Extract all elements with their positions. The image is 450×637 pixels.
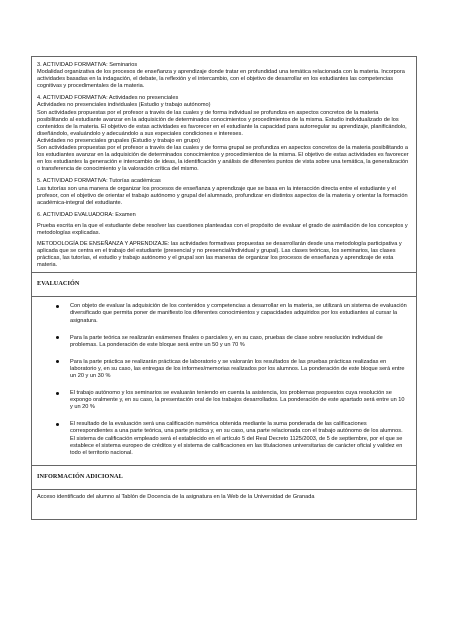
bullet-icon — [56, 336, 59, 339]
list-item-text: Con objeto de evaluar la adquisición de los contenidos y competencias a desarrollar en la materia, se utilizará un sistema de evaluación diversificado que permita poner de manifiesto los diferentes conocimientos y capacidades adquiridos por los estudiantes al cursar la asignatura. — [70, 303, 407, 324]
activity-block — [37, 95, 411, 173]
syllabus-frame — [31, 56, 417, 520]
list-item — [56, 335, 408, 349]
activity-title: 4. ACTIVIDAD FORMATIVA: Actividades no presenciales — [37, 95, 179, 102]
methodology-paragraph: METODOLOGÍA DE ENSEÑANZA Y APRENDIZAJE: las actividades formativas propuestas se desarrollarán desde una metodología participativa y aplicada que se centra en el trabajo del estudiante (presencial y no presencial/individual y grupal). Las clases teóricas, los seminarios, las clases prácticas, las tutorías, el estudio y trabajo autónomo y el grupal son las maneras de organizar los procesos de enseñanza y aprendizaje de esta materia. — [37, 241, 402, 269]
additional-info-heading: INFORMACIÓN ADICIONAL — [37, 472, 123, 480]
list-item — [56, 421, 408, 456]
activity-block — [37, 62, 411, 90]
activity-title: 3. ACTIVIDAD FORMATIVA: Seminarios — [37, 62, 138, 68]
bullet-icon — [56, 423, 59, 426]
evaluation-list — [32, 297, 416, 465]
activity-subtitle: Actividades no presenciales individuales (Estudio y trabajo autónomo) — [37, 102, 211, 109]
list-item — [56, 359, 408, 380]
activity-paragraph: Prueba escrita en la que el estudiante debe resolver las cuestiones planteadas con el propósito de evaluar el grado de asimilación de los conceptos y metodologías explicadas. — [37, 222, 408, 236]
activity-title: 6. ACTIVIDAD EVALUADORA: Examen — [37, 211, 136, 218]
bullet-icon — [56, 305, 59, 308]
bullet-icon — [56, 392, 59, 395]
list-item-text: Para la parte práctica se realizarán prácticas de laboratorio y se valorarán los resultados de las pruebas prácticas realizadas en laboratorio y, en su caso, las entregas de los informes/memorias realizados por los alumnos. La ponderación de este bloque será entre un 20 y un 30 % — [70, 358, 405, 379]
list-item — [56, 390, 408, 411]
activity-block — [37, 178, 411, 206]
activity-paragraph: Son actividades propuestas por el profesor a través de las cuales y de forma individual se profundiza en aspectos concretos de la materia posibilitando al estudiante avanzar en la adquisición de determinados conocimientos y procedimientos de la misma. Estudio individualizado de los contenidos de la materia. El objetivo de estas actividades es favorecer en el estudiante la capacidad para autorregular su aprendizaje, planificándolo, diseñándolo, evaluándolo y adecuándolo a sus especiales condiciones e intereses. — [37, 109, 407, 137]
activity-block — [37, 212, 411, 270]
activities-section — [32, 57, 416, 272]
list-item-text: El resultado de la evaluación será una calificación numérica obtenida mediante la suma ponderada de las calificaciones correspondientes a una parte teórica, una parte práctica y, en su caso, una parte relacionada con el trabajo autónomo de los alumnos. El sistema de calificación empleado será el establecido en el artículo 5 del Real Decreto 1125/2003, de 5 de septiembre, por el que se establece el sistema europeo de créditos y el sistema de calificaciones en las titulaciones universitarias de carácter oficial y validez en todo el territorio nacional. — [70, 421, 403, 456]
activity-paragraph: Son actividades propuestas por el profesor a través de las cuales y de forma grupal se profundiza en aspectos concretos de la materia posibilitando a los estudiantes avanzar en la adquisición de determinados conocimientos y procedimientos de la misma. El objetivo de estas actividades es favorecer en los estudiantes la generación e intercambio de ideas, la identificación y análisis de diferentes puntos de vista sobre una temática, la generalización o transferencia de conocimiento y la valoración crítica del mismo. — [37, 145, 409, 173]
activity-paragraph: Las tutorías son una manera de organizar los procesos de enseñanza y aprendizaje que se basa en la interacción directa entre el estudiante y el profesor, con el objetivo de orientar el trabajo autónomo y grupal del alumnado, profundizar en distintos aspectos de la materia y orientar la formación académica-integral del estudiante. — [37, 185, 408, 206]
evaluation-heading: EVALUACIÓN — [37, 280, 80, 288]
activity-title: 5. ACTIVIDAD FORMATIVA: Tutorías académicas — [37, 178, 161, 185]
additional-info-text: Acceso identificado del alumno al Tablón de Docencia de la asignatura en la Web de la Universidad de Granada — [37, 493, 315, 500]
activity-subtitle: Actividades no presenciales grupales (Estudio y trabajo en grupo) — [37, 137, 200, 144]
list-item-text: El trabajo autónomo y los seminarios se evaluarán teniendo en cuenta la asistencia, los problemas propuestos cuya resolución se expongo oralmente y, en su caso, la presentación oral de los trabajos desarrollados. La ponderación de este apartado será entre un 10 y un 20 % — [70, 390, 405, 411]
list-item-text: Para la parte teórica se realizarán exámenes finales o parciales y, en su caso, pruebas de clase sobre resolución individual de problemas. La ponderación de este bloque será entre un 50 y un 70 % — [70, 334, 383, 348]
bullet-icon — [56, 360, 59, 363]
activity-paragraph: Modalidad organizativa de los procesos de enseñanza y aprendizaje donde tratar en profundidad una temática relacionada con la materia. Incorpora actividades basadas en la indagación, el debate, la reflexión y el intercambio, con el objetivo de desarrollar en los estudiantes las competencias cognitivas y procedimentales de la materia. — [37, 69, 405, 90]
list-item — [56, 303, 408, 324]
